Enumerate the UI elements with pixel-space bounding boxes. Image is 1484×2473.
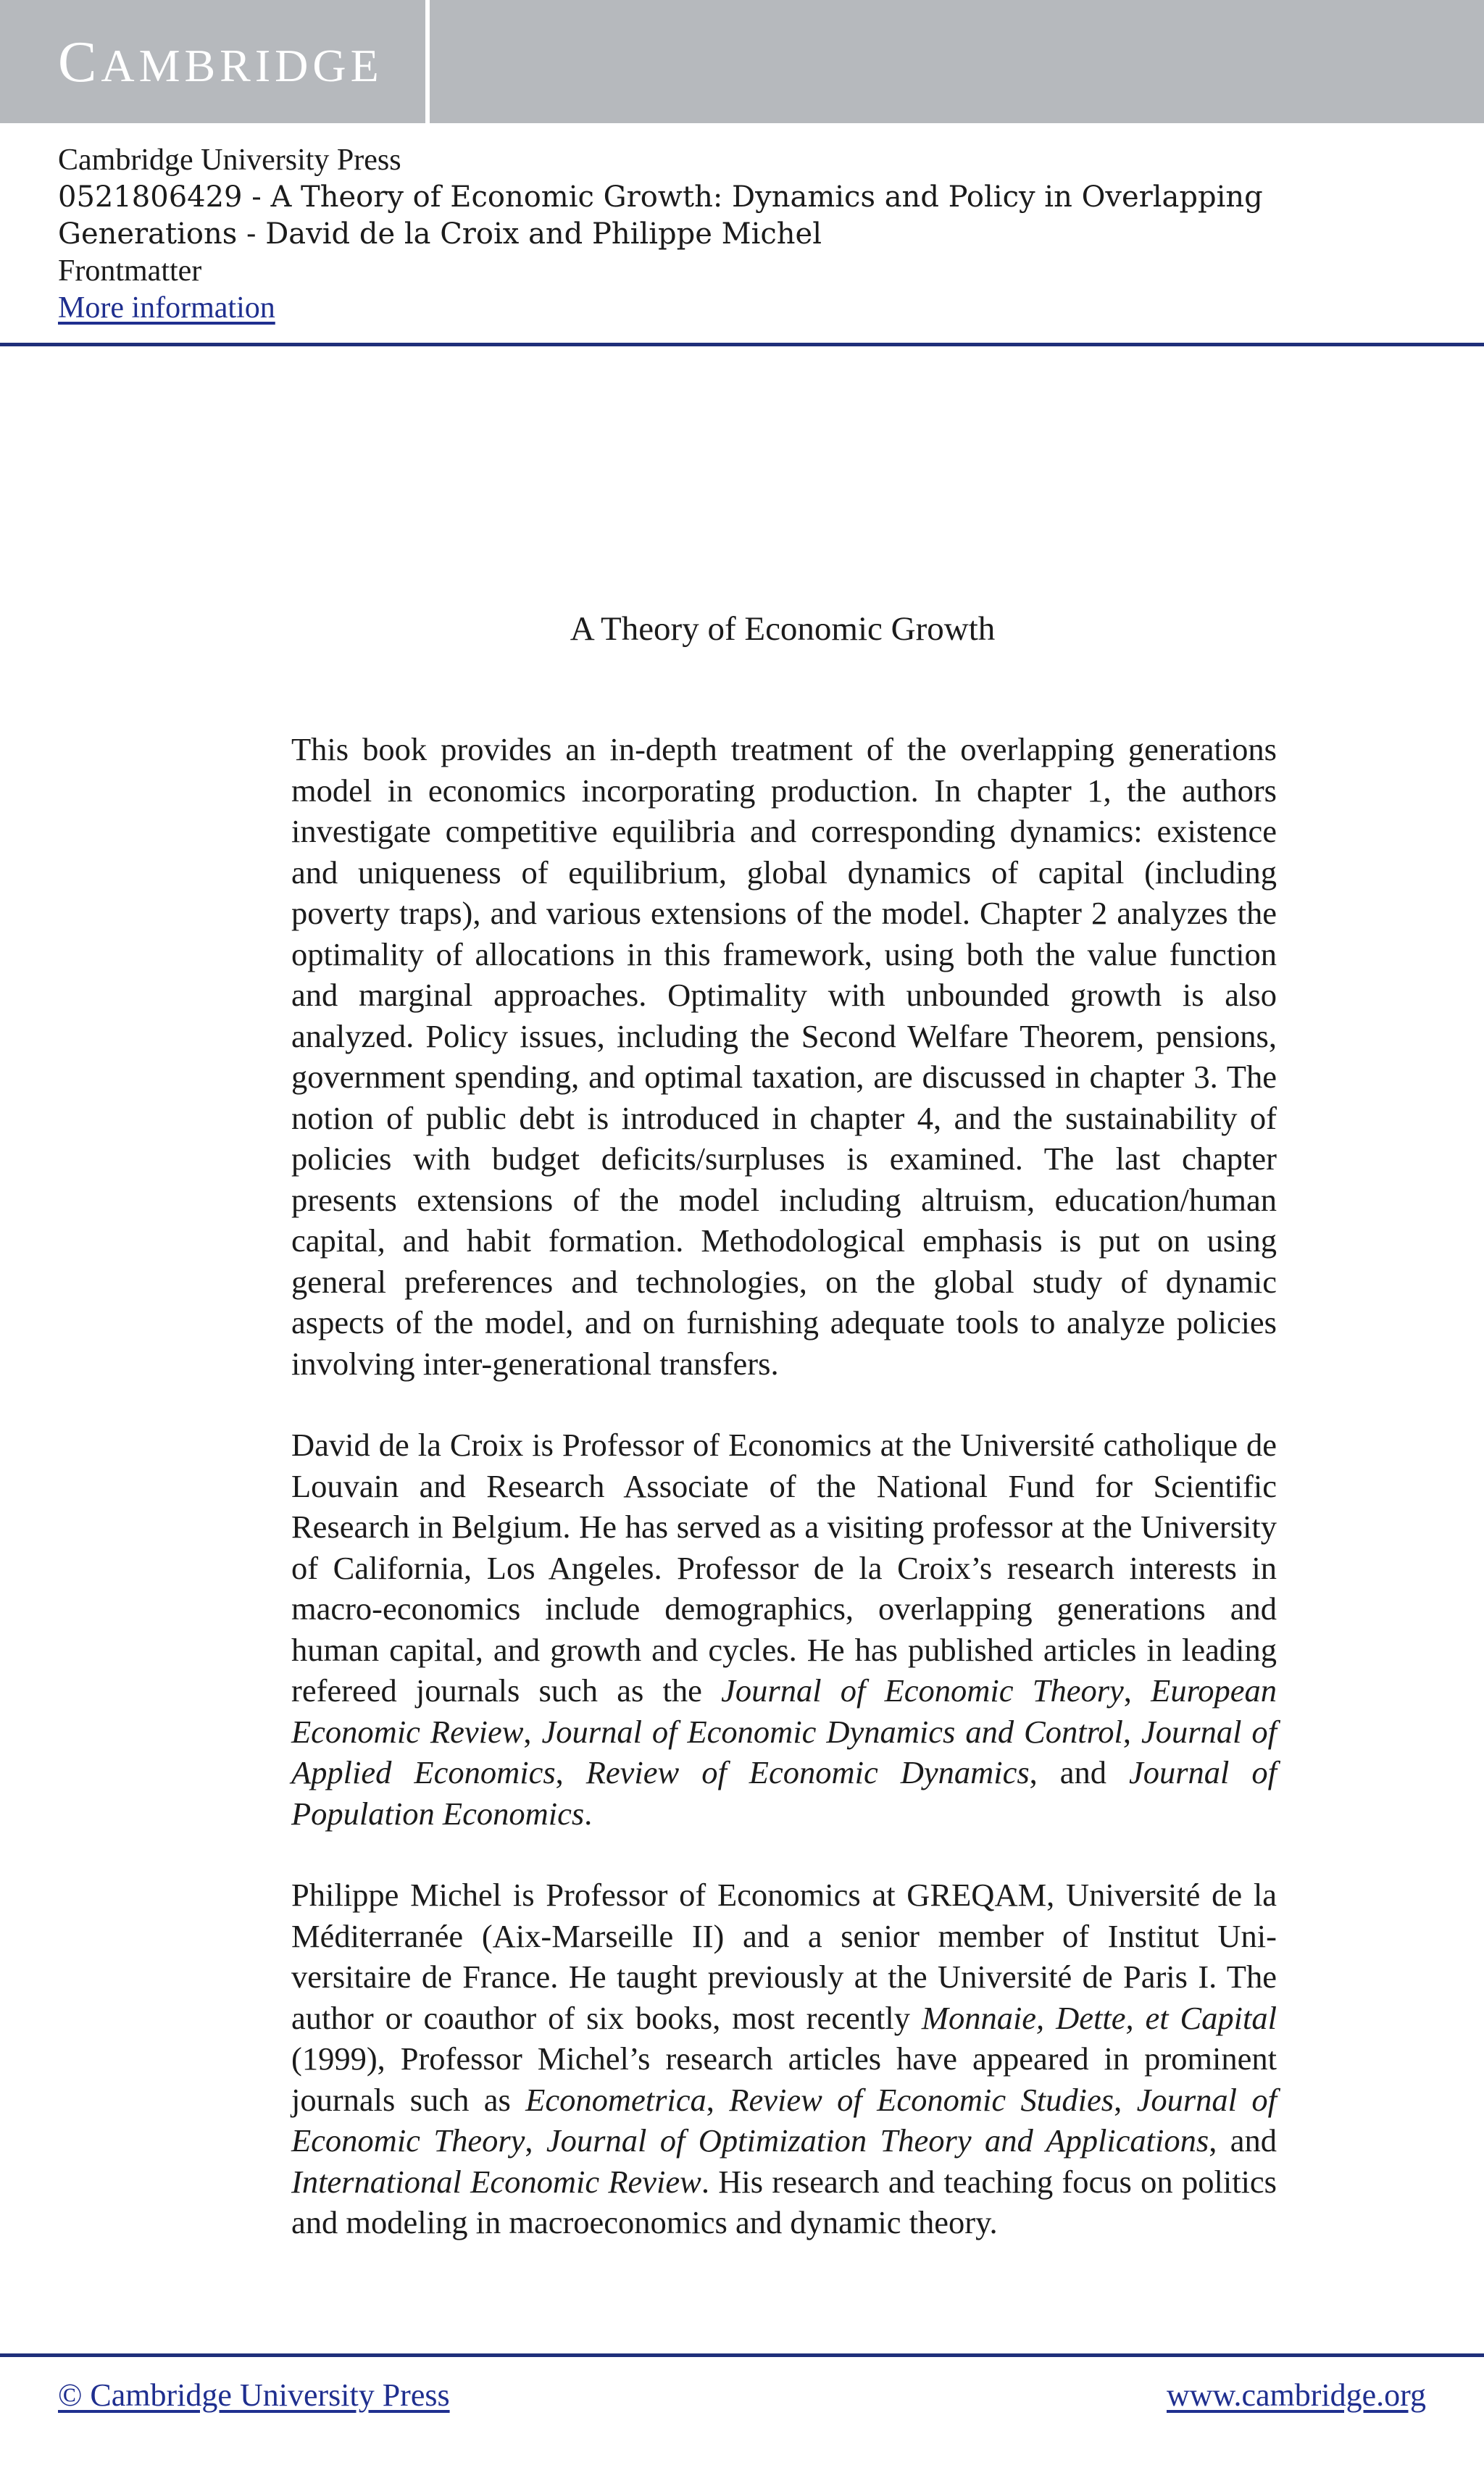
document-body	[291, 729, 1277, 2284]
book-info-header	[58, 142, 1435, 327]
bio-text: . His research and teaching focus on politics and modeling in macroeconomics and dynamic theory.	[291, 2163, 1277, 2240]
journal-title: Journal of Optimization Theory and Applications	[546, 2122, 1209, 2159]
book-title: Monnaie, Dette, et Capital	[921, 1999, 1277, 2036]
journal-title: European Economic Review	[291, 1672, 1277, 1750]
journal-title: Review of Economic Dynamics	[585, 1754, 1030, 1790]
publisher-banner	[0, 0, 1484, 123]
isbn-title-line-2: Generations - David de la Croix and Philippe Michel	[58, 217, 822, 251]
journal-title: Journal of Economic Dynamics and Control	[541, 1713, 1123, 1750]
bio-text: David de la Croix is Professor of Economics at the Université catholique de Louvain and Research Associate of the National Fund for Scientific Research in Belgium. He has served as a visiting professor at the University of California, Los Angeles. Professor de la Croix’s research interests in macro-economics include demographics, overlapping generations and human capital, and growth and cycles. He has published articles in leading refereed journals such as the	[291, 1427, 1277, 1709]
journal-title: Journal of Economic Theory	[291, 2081, 1277, 2159]
logo-rest: AMBRIDGE	[101, 40, 383, 91]
author-bio-michel: Philippe Michel is Professor of Economics at GREQAM, Université de la Méditerranée (Aix-Marseille II) and a senior member of Institut Universitaire de France. He taught previously at the Université de Paris I. The author or coauthor of six books, most recently Monnaie, Dette, et Capital (1999), Professor Michel’s research articles have appeared in prominent journals such as Econometrica, Review of Economic Studies, Journal of Economic Theory, Journal of Optimization Theory and Applications, and International Economic Review. His research and teaching focus on politics and modeling in macroeconomics and dynamic theory.	[291, 1877, 1277, 2240]
website-link[interactable]: www.cambridge.org	[1166, 2377, 1426, 2413]
header-rule	[0, 343, 1484, 346]
bio-text: (1999), Professor Michel’s research articles have appeared in prominent journals such as	[291, 2040, 1277, 2118]
page-title: A Theory of Economic Growth	[570, 610, 996, 648]
journal-title: Journal of Applied Economics	[291, 1713, 1277, 1790]
journal-title: Journal of Economic Theory	[721, 1672, 1124, 1709]
footer-rule	[0, 2353, 1484, 2357]
journal-title: International Economic Review	[291, 2163, 701, 2200]
publisher-name: Cambridge University Press	[58, 143, 401, 177]
bio-text: Philippe Michel is Professor of Economics at GREQAM, Université de la Méditerranée (Aix-Marseille II) and a senior member of Institut Universitaire de France. He taught previously at the Université de Paris I. The author or coauthor of six books, most recently	[291, 1877, 1277, 2036]
copyright-link[interactable]: © Cambridge University Press	[58, 2377, 450, 2413]
journal-title: Journal of Population Economics	[291, 1754, 1277, 1832]
journal-title: Review of Economic Studies	[729, 2081, 1114, 2118]
cambridge-logo	[58, 30, 383, 94]
banner-divider	[425, 0, 430, 123]
more-information-link[interactable]: More information	[58, 291, 275, 325]
isbn-title-line-1: 0521806429 - A Theory of Economic Growth: Dynamics and Policy in Overlapping	[58, 180, 1263, 214]
journal-title: Econometrica	[525, 2081, 706, 2118]
section-name: Frontmatter	[58, 254, 202, 288]
author-bio-de-la-croix: David de la Croix is Professor of Economics at the Université catholique de Louvain and Research Associate of the National Fund for Scientific Research in Belgium. He has served as a visiting professor at the University of California, Los Angeles. Professor de la Croix’s research interests in macro-economics include demographics, overlapping generations and human capital, and growth and cycles. He has published articles in leading refereed journals such as the Journal of Economic Theory, European Economic Review, Journal of Economic Dynamics and Control, Journal of Applied Economics, Review of Economic Dynamics, and Journal of Population Economics.	[291, 1427, 1277, 1832]
book-description-paragraph: This book provides an in-depth treatment of the overlapping generations model in economics incorporating production. In chapter 1, the authors investigate competitive equilibria and corresponding dynamics: existence and uniqueness of equilibrium, global dynamics of capital (including poverty traps), and various extensions of the model. Chapter 2 analyzes the optimality of allocations in this framework, using both the value function and marginal approaches. Optimality with unbounded growth is also analyzed. Policy issues, including the Second Welfare Theorem, pensions, government spending, and optimal taxation, are discussed in chapter 3. The notion of public debt is introduced in chapter 4, and the sustainability of policies with budget deficits/surpluses is examined. The last chapter presents extensions of the model including altruism, education/human capital, and habit formation. Methodological emphasis is put on using general preferences and technologies, on the global study of dynamic aspects of the model, and on furnishing adequate tools to analyze policies involving inter-generational transfers.	[291, 731, 1277, 1382]
logo-initial: C	[58, 30, 101, 94]
